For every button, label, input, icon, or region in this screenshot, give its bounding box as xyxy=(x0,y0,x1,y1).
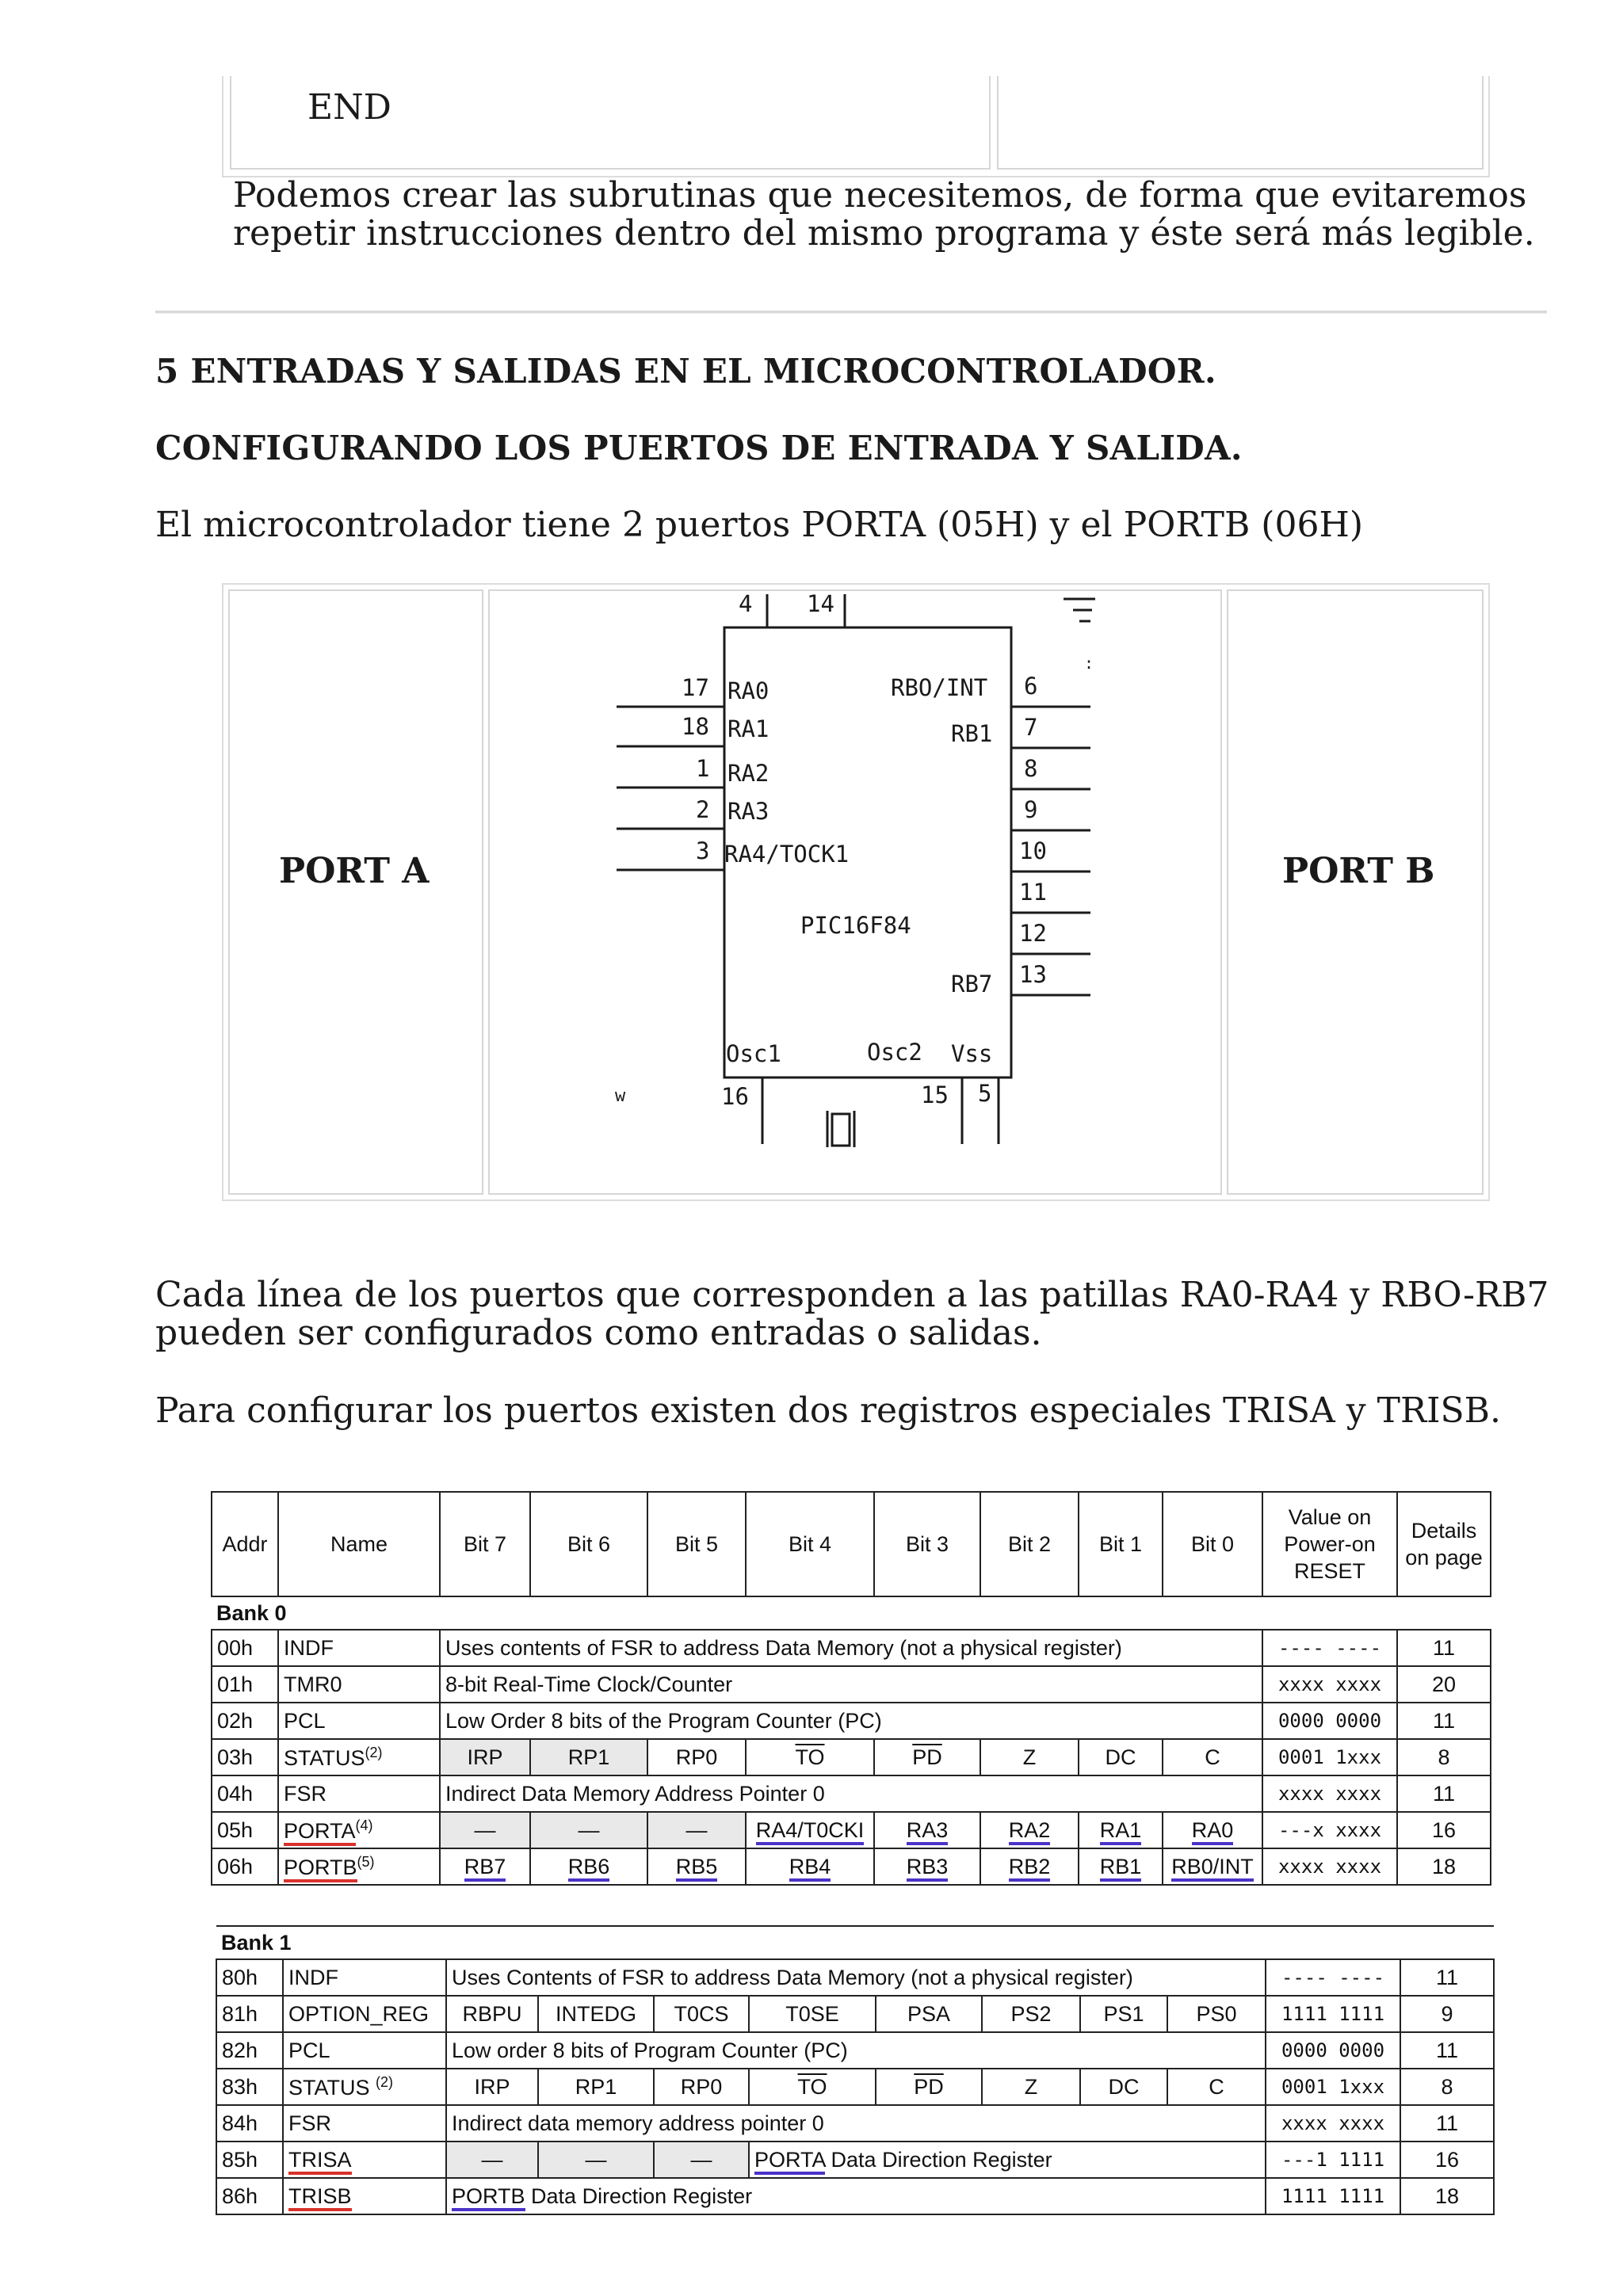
bit-cell-text: RB6 xyxy=(568,1855,610,1882)
bit-cell: RP0 xyxy=(654,2069,749,2105)
reg-desc: Low order 8 bits of Program Counter (PC) xyxy=(446,2032,1266,2069)
reg-desc-link: PORTA xyxy=(754,2148,825,2175)
pin-label-ra2: RA2 xyxy=(727,760,769,787)
bit-cell-text: $\overline{TO}$ xyxy=(797,2074,827,2099)
top-pin-4-num: 4 xyxy=(739,590,753,617)
page-ref: 16 xyxy=(1400,2142,1494,2178)
bit-cell: — xyxy=(654,2142,749,2178)
reset-value: 0000 0000 xyxy=(1266,2032,1400,2069)
bit-cell xyxy=(980,1812,1079,1848)
addr: 06h xyxy=(212,1848,278,1885)
bit-cell: — xyxy=(538,2142,654,2178)
reg-name xyxy=(278,1848,440,1885)
bit-cell xyxy=(746,1848,874,1885)
reset-value: 0000 0000 xyxy=(1262,1703,1397,1739)
reset-value: 0001 1xxx xyxy=(1262,1739,1397,1775)
bit-cell xyxy=(876,2069,982,2105)
addr: 03h xyxy=(212,1739,278,1775)
reset-value: xxxx xxxx xyxy=(1262,1848,1397,1885)
page-ref: 11 xyxy=(1397,1775,1491,1812)
bit-cell xyxy=(440,1848,530,1885)
page-ref: 16 xyxy=(1397,1812,1491,1848)
bit-cell-text: RB7 xyxy=(464,1855,506,1882)
bit-cell: RBPU xyxy=(446,1996,538,2032)
bit-cell: RP0 xyxy=(647,1739,746,1775)
bit-cell xyxy=(874,1848,980,1885)
reset-value: 1111 1111 xyxy=(1266,2178,1400,2214)
table-row xyxy=(216,2032,1494,2069)
table-row xyxy=(212,1666,1491,1703)
bank0-title: Bank 0 xyxy=(212,1596,1491,1630)
bank1-register-table xyxy=(216,1925,1495,2215)
chip-name: PIC16F84 xyxy=(800,912,911,939)
left-pin-num-2: 2 xyxy=(696,796,710,823)
bit-cell: C xyxy=(1163,1739,1262,1775)
page-ref: 11 xyxy=(1397,1703,1491,1739)
pin-label-osc1: Osc1 xyxy=(726,1040,781,1067)
reg-desc-rest: Data Direction Register xyxy=(825,2147,1052,2172)
reg-desc-link: PORTB xyxy=(452,2184,525,2211)
right-pin-num-13: 13 xyxy=(1019,961,1047,988)
bit-cell: RP1 xyxy=(538,2069,654,2105)
left-pin-num-18: 18 xyxy=(682,713,709,740)
col-bit2: Bit 2 xyxy=(980,1492,1079,1596)
reg-desc: Uses contents of FSR to address Data Memory (not a physical register) xyxy=(440,1630,1262,1666)
col-bit6: Bit 6 xyxy=(530,1492,647,1596)
stray-colon: : xyxy=(1084,654,1094,673)
pin-label-ra4-tock1: RA4/TOCK1 xyxy=(724,841,850,868)
bank1-title: Bank 1 xyxy=(216,1926,1494,1959)
reg-desc-rest: Data Direction Register xyxy=(525,2183,753,2208)
bit-cell xyxy=(746,1812,874,1848)
page-ref: 11 xyxy=(1400,2032,1494,2069)
addr: 81h xyxy=(216,1996,283,2032)
subroutines-note-line1: Podemos crear las subrutinas que necesitemos, de forma que evitaremos xyxy=(233,175,1527,215)
bit-cell: Z xyxy=(982,2069,1080,2105)
addr: 85h xyxy=(216,2142,283,2178)
left-pin-num-17: 17 xyxy=(682,674,709,701)
pic16f84-pinout xyxy=(488,589,1222,1195)
col-reset: Value on Power-on RESET xyxy=(1262,1492,1397,1596)
bit-cell xyxy=(980,1848,1079,1885)
bit-cell-text: RA3 xyxy=(907,1818,949,1845)
bit-cell xyxy=(1163,1812,1262,1848)
pin-label-vss: Vss xyxy=(951,1040,993,1067)
bottom-pin-num-16: 16 xyxy=(721,1083,749,1110)
bit-cell xyxy=(746,1739,874,1775)
end-keyword: END xyxy=(307,87,391,128)
pin-label-rb7: RB7 xyxy=(951,971,993,997)
bit-cell: — xyxy=(440,1812,530,1848)
reg-name-text: TRISA xyxy=(288,2148,352,2175)
reg-name-text: PORTA xyxy=(284,1819,356,1846)
addr: 80h xyxy=(216,1959,283,1996)
col-bit3: Bit 3 xyxy=(874,1492,980,1596)
reset-value: ---- ---- xyxy=(1266,1959,1400,1996)
col-bit0: Bit 0 xyxy=(1163,1492,1262,1596)
reg-name: PCL xyxy=(283,2032,446,2069)
bit-cell-text: RB2 xyxy=(1009,1855,1051,1882)
pin-label-ra0: RA0 xyxy=(727,677,769,704)
table-row xyxy=(216,1996,1494,2032)
bank0-register-table xyxy=(211,1491,1491,1886)
section-divider xyxy=(155,311,1547,314)
right-pin-num-10: 10 xyxy=(1019,837,1047,864)
table-row xyxy=(212,1739,1491,1775)
footnote: (2) xyxy=(376,2073,394,2090)
bit-cell-text: RB0/INT xyxy=(1171,1855,1254,1882)
reg-name: FSR xyxy=(278,1775,440,1812)
reg-name: FSR xyxy=(283,2105,446,2142)
reset-value: ---1 1111 xyxy=(1266,2142,1400,2178)
bit-cell: — xyxy=(530,1812,647,1848)
bank0-header-row xyxy=(212,1492,1491,1596)
bit-cell: PS0 xyxy=(1167,1996,1266,2032)
right-pin-num-11: 11 xyxy=(1019,879,1047,906)
subroutines-note-line2: repetir instrucciones dentro del mismo programa y éste será más legible. xyxy=(233,213,1535,254)
reg-name: INDF xyxy=(278,1630,440,1666)
bit-cell xyxy=(1163,1848,1262,1885)
reg-name xyxy=(278,1739,440,1775)
footnote: (5) xyxy=(357,1853,375,1870)
bit-cell: T0CS xyxy=(654,1996,749,2032)
reg-desc xyxy=(749,2142,1266,2178)
bit-cell-text: $\overline{TO}$ xyxy=(795,1745,825,1769)
page-ref: 9 xyxy=(1400,1996,1494,2032)
code-table-cell-right xyxy=(997,76,1484,170)
page-ref: 11 xyxy=(1397,1630,1491,1666)
page-ref: 8 xyxy=(1400,2069,1494,2105)
bit-cell: IRP xyxy=(440,1739,530,1775)
port-b-cell xyxy=(1227,589,1484,1195)
reg-name: TMR0 xyxy=(278,1666,440,1703)
addr: 00h xyxy=(212,1630,278,1666)
reg-desc: Low Order 8 bits of the Program Counter (PC) xyxy=(440,1703,1262,1739)
ports-text-line2: pueden ser configurados como entradas o salidas. xyxy=(155,1313,1042,1353)
reset-value: ---x xxxx xyxy=(1262,1812,1397,1848)
ports-text-line1: Cada línea de los puertos que corresponden a las patillas RA0-RA4 y RBO-RB7 xyxy=(155,1275,1549,1315)
bit-cell xyxy=(749,2069,876,2105)
reg-desc xyxy=(446,2178,1266,2214)
page-ref: 18 xyxy=(1397,1848,1491,1885)
top-pin-14-num: 14 xyxy=(807,590,834,617)
bit-cell-text: $\overline{PD}$ xyxy=(914,2074,944,2099)
bottom-pin-num-15: 15 xyxy=(921,1081,949,1108)
col-name: Name xyxy=(278,1492,440,1596)
table-row xyxy=(212,1630,1491,1666)
col-bit7: Bit 7 xyxy=(440,1492,530,1596)
bit-cell: — xyxy=(647,1812,746,1848)
bit-cell: PS1 xyxy=(1080,1996,1167,2032)
section-heading: 5 ENTRADAS Y SALIDAS EN EL MICROCONTROLADOR. xyxy=(155,352,1216,391)
reg-name-text: PORTB xyxy=(284,1855,357,1882)
reg-name: PCL xyxy=(278,1703,440,1739)
right-pin-num-7: 7 xyxy=(1024,714,1038,741)
bit-cell: DC xyxy=(1079,1739,1163,1775)
bottom-pin-num-5: 5 xyxy=(978,1080,992,1107)
reset-value: xxxx xxxx xyxy=(1266,2105,1400,2142)
table-row xyxy=(216,2069,1494,2105)
bit-cell: — xyxy=(446,2142,538,2178)
reg-name xyxy=(283,2142,446,2178)
bit-cell xyxy=(530,1848,647,1885)
reg-name: OPTION_REG xyxy=(283,1996,446,2032)
right-pin-num-9: 9 xyxy=(1024,796,1038,823)
reg-name: INDF xyxy=(283,1959,446,1996)
bit-cell: Z xyxy=(980,1739,1079,1775)
reg-name xyxy=(278,1812,440,1848)
reg-desc: 8-bit Real-Time Clock/Counter xyxy=(440,1666,1262,1703)
bit-cell: DC xyxy=(1080,2069,1167,2105)
addr: 01h xyxy=(212,1666,278,1703)
port-a-cell xyxy=(228,589,483,1195)
right-pin-num-12: 12 xyxy=(1019,920,1047,947)
bit-cell xyxy=(874,1739,980,1775)
col-bit1: Bit 1 xyxy=(1079,1492,1163,1596)
addr: 86h xyxy=(216,2178,283,2214)
reg-desc: Indirect data memory address pointer 0 xyxy=(446,2105,1266,2142)
pin-label-ra3: RA3 xyxy=(727,798,769,825)
bit-cell-text: RA4/T0CKI xyxy=(756,1818,865,1845)
bit-cell: C xyxy=(1167,2069,1266,2105)
table-row xyxy=(212,1703,1491,1739)
bit-cell-text: RB4 xyxy=(789,1855,831,1882)
right-pins xyxy=(891,673,1090,997)
pin-label-osc2: Osc2 xyxy=(867,1039,922,1066)
reg-desc: Indirect Data Memory Address Pointer 0 xyxy=(440,1775,1262,1812)
reg-name-text: STATUS xyxy=(284,1745,365,1770)
subsection-heading: CONFIGURANDO LOS PUERTOS DE ENTRADA Y SALIDA. xyxy=(155,429,1243,467)
table-row xyxy=(216,2105,1494,2142)
bit-cell xyxy=(1079,1848,1163,1885)
addr: 83h xyxy=(216,2069,283,2105)
col-bit5: Bit 5 xyxy=(647,1492,746,1596)
bit-cell: T0SE xyxy=(749,1996,876,2032)
table-row xyxy=(216,2178,1494,2214)
reset-value: 0001 1xxx xyxy=(1266,2069,1400,2105)
bit-cell-text: RA0 xyxy=(1192,1818,1234,1845)
table-row xyxy=(212,1775,1491,1812)
bank0-title-row xyxy=(212,1596,1491,1630)
reg-name xyxy=(283,2178,446,2214)
addr: 04h xyxy=(212,1775,278,1812)
reset-value: xxxx xxxx xyxy=(1262,1775,1397,1812)
reg-name-text: TRISB xyxy=(288,2184,352,2211)
bit-cell-text: RB3 xyxy=(907,1855,949,1882)
bit-cell xyxy=(874,1812,980,1848)
port-b-label: PORT B xyxy=(1282,851,1435,891)
table-row xyxy=(216,2142,1494,2178)
bit-cell-text: RB5 xyxy=(676,1855,718,1882)
page-ref: 8 xyxy=(1397,1739,1491,1775)
bit-cell: IRP xyxy=(446,2069,538,2105)
pin-label-rb1: RB1 xyxy=(951,720,993,747)
reset-value: 1111 1111 xyxy=(1266,1996,1400,2032)
footnote: (2) xyxy=(365,1744,383,1760)
addr: 02h xyxy=(212,1703,278,1739)
page-ref: 20 xyxy=(1397,1666,1491,1703)
col-addr: Addr xyxy=(212,1492,278,1596)
col-details: Details on page xyxy=(1397,1492,1491,1596)
bit-cell xyxy=(1079,1812,1163,1848)
page-ref: 18 xyxy=(1400,2178,1494,2214)
bit-cell-text: $\overline{PD}$ xyxy=(912,1745,942,1769)
port-a-label: PORT A xyxy=(279,851,430,891)
stray-w: w xyxy=(615,1086,626,1106)
addr: 82h xyxy=(216,2032,283,2069)
bit-cell: INTEDG xyxy=(538,1996,654,2032)
reset-value: ---- ---- xyxy=(1262,1630,1397,1666)
reset-value: xxxx xxxx xyxy=(1262,1666,1397,1703)
bit-cell: PS2 xyxy=(982,1996,1080,2032)
pin-label-ra1: RA1 xyxy=(727,715,769,742)
reg-name xyxy=(283,2069,446,2105)
footnote: (4) xyxy=(355,1817,373,1833)
col-bit4: Bit 4 xyxy=(746,1492,874,1596)
reg-name-text: STATUS xyxy=(288,2075,370,2100)
bit-cell-text: RA1 xyxy=(1100,1818,1142,1845)
ports-text-line3: Para configurar los puertos existen dos registros especiales TRISA y TRISB. xyxy=(155,1390,1501,1431)
page-ref: 11 xyxy=(1400,2105,1494,2142)
table-row xyxy=(212,1848,1491,1885)
left-pins xyxy=(617,674,849,870)
addr: 84h xyxy=(216,2105,283,2142)
right-pin-num-6: 6 xyxy=(1024,673,1038,700)
bit-cell: RP1 xyxy=(530,1739,647,1775)
table-row xyxy=(212,1812,1491,1848)
bit-cell-text: RA2 xyxy=(1009,1818,1051,1845)
bank1-title-row xyxy=(216,1926,1494,1959)
bit-cell-text: RB1 xyxy=(1100,1855,1142,1882)
left-pin-num-3: 3 xyxy=(696,837,710,864)
ports-intro: El microcontrolador tiene 2 puertos PORTA (05H) y el PORTB (06H) xyxy=(155,505,1363,545)
addr: 05h xyxy=(212,1812,278,1848)
bit-cell: PSA xyxy=(876,1996,982,2032)
pin-label-rb0-int: RBO/INT xyxy=(891,674,988,701)
right-pin-num-8: 8 xyxy=(1024,755,1038,782)
table-row xyxy=(216,1959,1494,1996)
bit-cell xyxy=(647,1848,746,1885)
page-ref: 11 xyxy=(1400,1959,1494,1996)
crystal-symbol xyxy=(827,1111,854,1147)
left-pin-num-1: 1 xyxy=(696,755,710,782)
reg-desc: Uses Contents of FSR to address Data Memory (not a physical register) xyxy=(446,1959,1266,1996)
